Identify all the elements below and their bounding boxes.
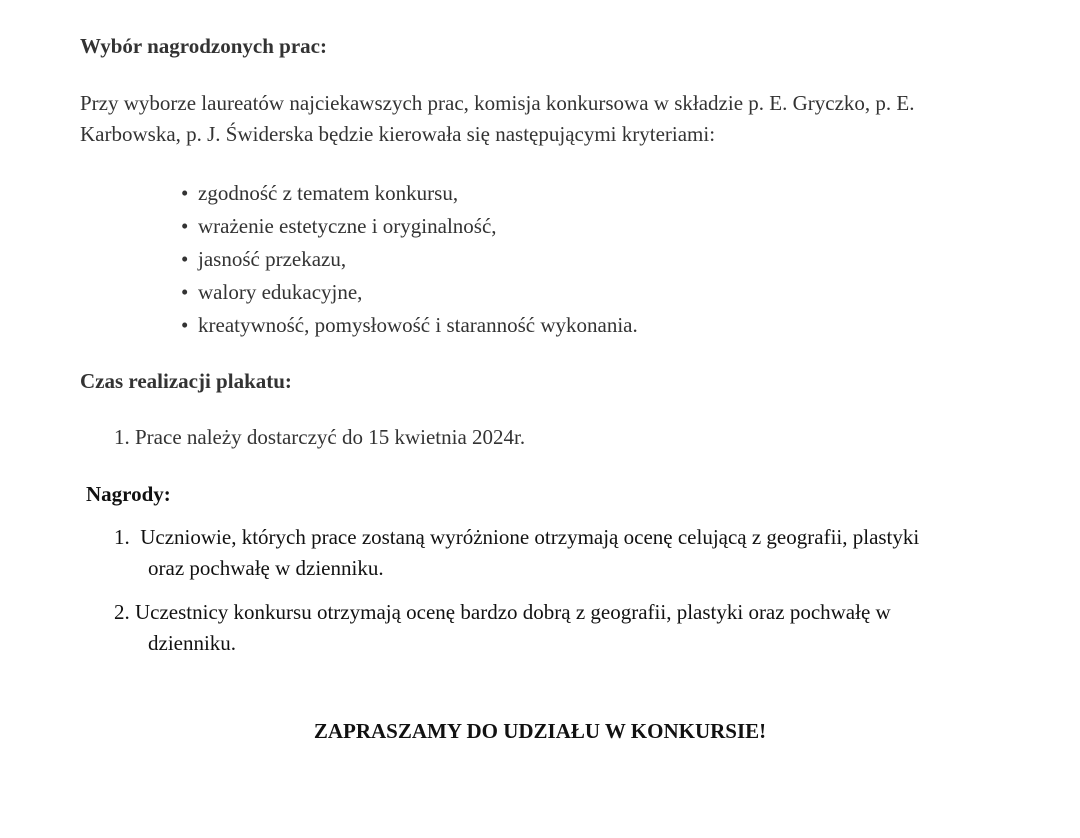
prize-item-text: Uczestnicy konkursu otrzymają ocenę bardzo dobrą z geografii, plastyki oraz pochwałę w [135, 600, 891, 624]
prize-item-2-line2: dzienniku. [148, 631, 237, 655]
criteria-text: jasność przekazu, [198, 247, 347, 271]
bullet-icon: • [181, 214, 189, 238]
prizes-heading: Nagrody: [86, 482, 171, 506]
timeline-item [114, 422, 525, 453]
bullet-icon: • [181, 280, 189, 304]
bullet-icon: • [181, 247, 189, 271]
criteria-text: kreatywność, pomysłowość i staranność wykonania. [198, 313, 638, 337]
criteria-item [181, 210, 638, 243]
prize-item-1-line1 [114, 522, 919, 553]
criteria-item [181, 309, 638, 342]
selection-intro-line2: Karbowska, p. J. Świderska będzie kierowała się następującymi kryteriami: [80, 122, 716, 146]
criteria-item [181, 177, 638, 210]
timeline-item-text: Prace należy dostarczyć do 15 kwietnia 2024r. [135, 425, 526, 449]
prize-item-number: 1. [114, 525, 130, 549]
closing-invitation: ZAPRASZAMY DO UDZIAŁU W KONKURSIE! [313, 719, 767, 743]
selection-heading: Wybór nagrodzonych prac: [80, 34, 327, 58]
bullet-icon: • [181, 181, 189, 205]
selection-intro-line1: Przy wyborze laureatów najciekawszych prac, komisja konkursowa w składzie p. E. Gryczko, p. E. [80, 91, 915, 115]
criteria-item [181, 276, 638, 309]
criteria-list [181, 177, 638, 342]
prize-item-text: Uczniowie, których prace zostaną wyróżnione otrzymają ocenę celującą z geografii, plastyki [140, 525, 920, 549]
criteria-text: walory edukacyjne, [198, 280, 363, 304]
criteria-text: zgodność z tematem konkursu, [198, 181, 459, 205]
timeline-item-number: 1. [114, 425, 130, 449]
timeline-heading: Czas realizacji plakatu: [80, 369, 292, 393]
criteria-item [181, 243, 638, 276]
bullet-icon: • [181, 313, 189, 337]
prize-item-2-line1 [114, 597, 891, 628]
criteria-text: wrażenie estetyczne i oryginalność, [198, 214, 497, 238]
prize-item-number: 2. [114, 600, 130, 624]
prize-item-1-line2: oraz pochwałę w dzienniku. [148, 556, 384, 580]
